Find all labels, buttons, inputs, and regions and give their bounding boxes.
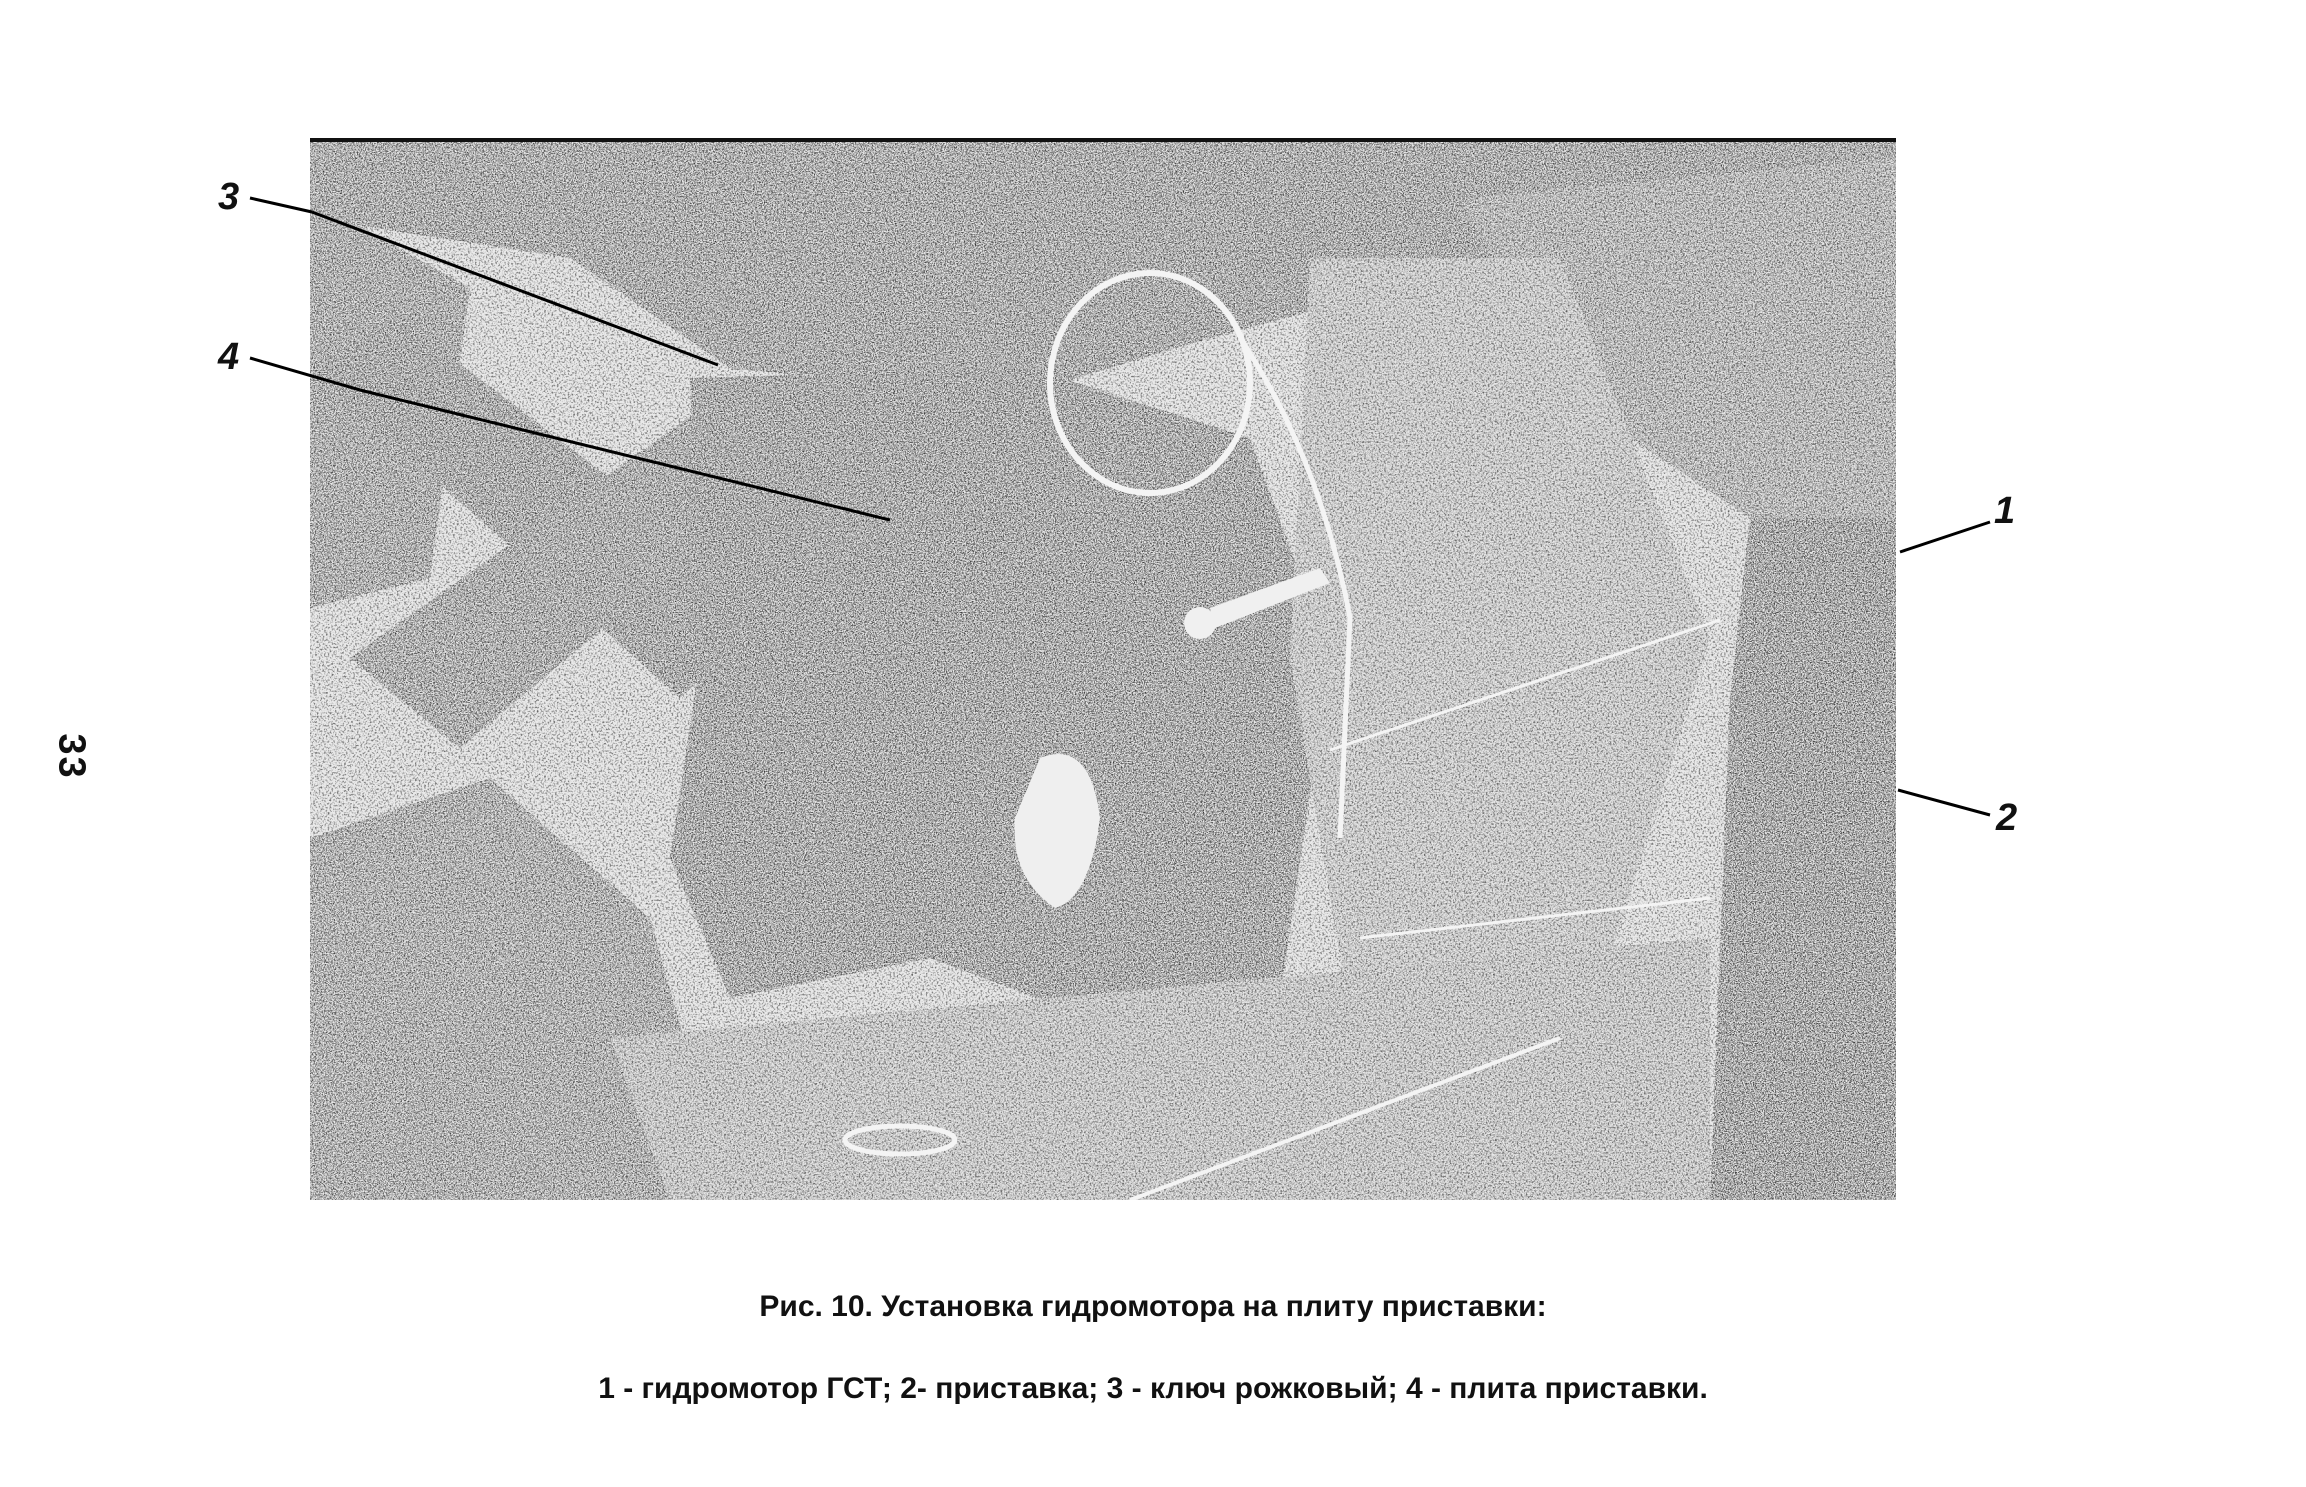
figure-caption-legend: 1 - гидромотор ГСТ; 2- приставка; 3 - ключ рожковый; 4 - плита приставки. xyxy=(598,1372,1708,1405)
callout-1: 1 xyxy=(1994,490,2016,532)
figure-photo xyxy=(310,138,1896,1200)
callout-3: 3 xyxy=(218,176,240,218)
figure-caption-title: Рис. 10. Установка гидромотора на плиту приставки: xyxy=(759,1290,1547,1323)
callout-2: 2 xyxy=(1996,797,2018,839)
callout-4: 4 xyxy=(218,336,240,378)
page-number: 33 xyxy=(50,733,93,780)
